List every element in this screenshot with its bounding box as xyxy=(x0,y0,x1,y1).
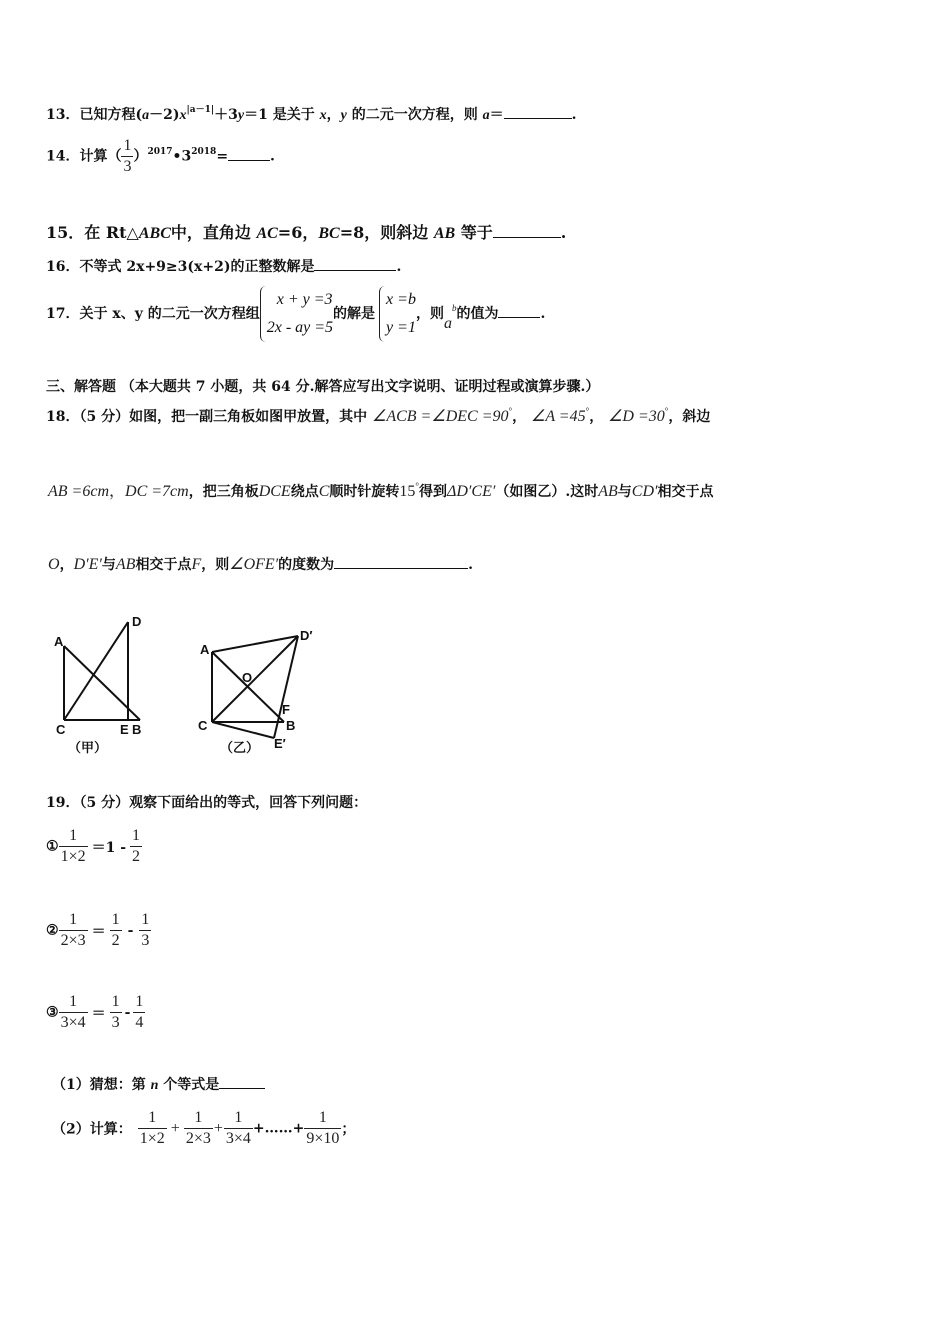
question-17: 17．关于 x、y 的二元一次方程组 x + y =3 2x - ay =5 的解是 x =b y =1 ，则$a^b$的值为 . xyxy=(46,286,545,342)
answer-blank[interactable] xyxy=(504,117,572,119)
label-a: A xyxy=(54,634,64,649)
caption-jia: （甲） xyxy=(68,740,108,755)
fraction: $\frac{1}{3}$ xyxy=(123,137,132,175)
question-19: 19．（5 分）观察下面给出的等式，回答下列问题： xyxy=(46,795,368,811)
segment-ce xyxy=(212,722,274,738)
label-o: O xyxy=(242,670,253,685)
label-a: A xyxy=(200,642,210,657)
answer-blank[interactable] xyxy=(334,567,468,569)
label-b: B xyxy=(132,722,142,737)
question-18-line1: 18．（5 分）如图，把一副三角板如图甲放置，其中 ∠ACB =∠DEC =90°， ∠A =45°， ∠D =30°，斜边 xyxy=(46,406,711,425)
equation-1: ① $\frac{1}{1\times 2}$ ＝1 - $\frac{1}{2}$ xyxy=(46,827,141,865)
label-e: E xyxy=(120,722,129,737)
question-16: 16．不等式 2x+9≥3(x+2)的正整数解是 . xyxy=(46,259,402,275)
question-15: 15．在 Rt△ABC中，直角边 AC=6，BC=8，则斜边 AB 等于 . xyxy=(46,223,567,242)
answer-blank[interactable] xyxy=(493,236,561,238)
label-c: C xyxy=(198,718,208,733)
label-f: F xyxy=(282,702,290,717)
figure-jia xyxy=(50,612,160,762)
label-d: D′ xyxy=(300,628,313,643)
question-14: 14．计算（ $\frac{1}{3}$ ）$^{2017}•3^{2018}=$ . xyxy=(46,137,275,175)
answer-blank[interactable] xyxy=(314,269,396,271)
answer-blank[interactable] xyxy=(228,159,270,161)
question-19-part2: （2）计算： $\frac{1}{1\times 2}$ + $\frac{1}{2\times 3}$ + $\frac{1}{3\times 4}$ +……+ $\frac{1}{9\times 10}$ ； xyxy=(52,1109,356,1147)
label-c: C xyxy=(56,722,66,737)
equation-system: x + y =3 2x - ay =5 xyxy=(260,286,333,342)
equation-3: ③ $\frac{1}{3\times 4}$ ＝ $\frac{1}{3}$ - $\frac{1}{4}$ xyxy=(46,993,144,1031)
answer-blank[interactable] xyxy=(498,316,540,318)
equation-2: ② $\frac{1}{2\times 3}$ ＝ $\frac{1}{2}$ - $\frac{1}{3}$ xyxy=(46,911,150,949)
question-18-line2: AB =6cm，DC =7cm，把三角板DCE绕点C顺时针旋转15°得到ΔD′CE′（如图乙）.这时AB与CD′相交于点 xyxy=(48,481,714,500)
label-b: B xyxy=(286,718,296,733)
question-19-part1: （1）猜想：第 n 个等式是 xyxy=(52,1074,265,1094)
segment-cd xyxy=(64,622,128,720)
section-heading: 三、解答题 （本大题共 7 小题，共 64 分.解答应写出文字说明、证明过程或演算步骤.） xyxy=(46,379,600,395)
figure-yi xyxy=(190,618,330,764)
question-18-line3: O，D′E′与AB相交于点F，则∠OFE′的度数为 . xyxy=(48,556,474,573)
solution-system: x =b y =1 xyxy=(379,286,416,342)
caption-yi: （乙） xyxy=(220,740,260,755)
label-d: D xyxy=(132,614,142,629)
question-13: 13．已知方程$(a-2)x^{|a-1|}+3y=1$ 是关于 x，y 的二元一次方程，则 a＝ . xyxy=(46,105,577,123)
label-e: E′ xyxy=(274,736,286,751)
answer-blank[interactable] xyxy=(219,1087,265,1089)
